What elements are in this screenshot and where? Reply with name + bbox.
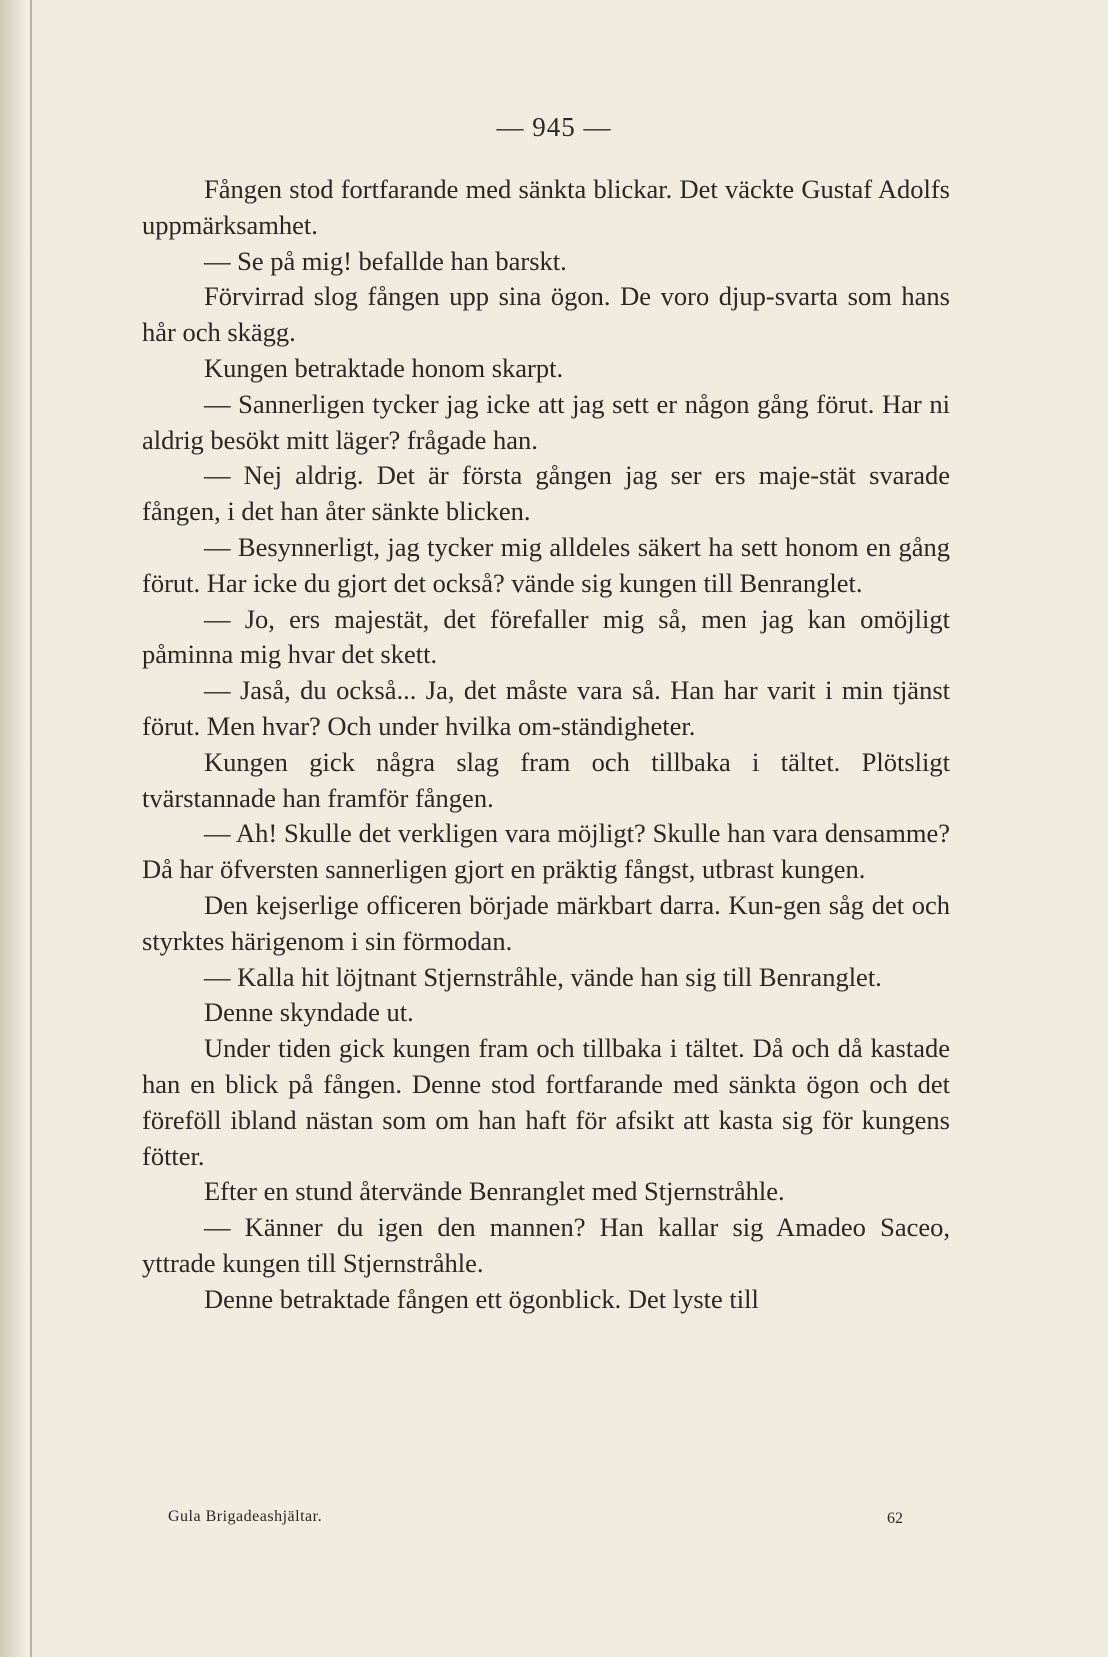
paragraph: Den kejserlige officeren började märkbart darra. Kun-gen såg det och styrktes härigenom i sin förmodan. xyxy=(142,889,950,956)
paragraph: — Ah! Skulle det verkligen vara möjligt? Skulle han vara densamme? Då har öfversten sannerligen gjort en präktig fångst, utbrast kungen. xyxy=(142,818,950,885)
footer-signature: Gula Brigadeashjältar. xyxy=(168,1508,323,1525)
paragraph: — Kalla hit löjtnant Stjernstråhle, vände han sig till Benranglet. xyxy=(204,961,882,992)
page-footer xyxy=(168,1508,903,1538)
paragraph: Kungen gick några slag fram och tillbaka i tältet. Plötsligt tvärstannade han framför fången. xyxy=(142,746,950,813)
paragraph: Efter en stund återvände Benranglet med Stjernstråhle. xyxy=(204,1176,785,1207)
paragraph: — Se på mig! befallde han barskt. xyxy=(204,245,567,276)
paragraph: — Känner du igen den mannen? Han kallar sig Amadeo Saceo, yttrade kungen till Stjernstråhle. xyxy=(142,1212,950,1278)
paragraph: — Jo, ers majestät, det förefaller mig så, men jag kan omöjligt påminna mig hvar det skett. xyxy=(142,603,950,670)
paragraph: Denne betraktade fången ett ögonblick. Det lyste till xyxy=(204,1283,759,1314)
paragraph: — Jaså, du också... Ja, det måste vara så. Han har varit i min tjänst förut. Men hvar? Och under hvilka om-ständigheter. xyxy=(142,675,950,741)
paragraph: Fången stod fortfarande med sänkta blickar. Det väckte Gustaf Adolfs uppmärksamhet. xyxy=(142,174,950,240)
paragraph: Denne skyndade ut. xyxy=(204,997,414,1028)
paragraph: Under tiden gick kungen fram och tillbaka i tältet. Då och då kastade han en blick på fången. Denne stod fortfarande med sänkta ögon och det föreföll ibland nästan som om han haft för afsikt att kasta sig för kungens fötter. xyxy=(142,1033,950,1171)
paragraph: — Sannerligen tycker jag icke att jag sett er någon gång förut. Har ni aldrig besökt mitt läger? frågade han. xyxy=(142,388,950,455)
paragraph: Förvirrad slog fången upp sina ögon. De voro djup-svarta som hans hår och skägg. xyxy=(142,281,950,348)
binding-line xyxy=(30,0,32,1657)
page-number: — 945 — xyxy=(496,112,612,142)
paragraph: Kungen betraktade honom skarpt. xyxy=(204,352,564,383)
paragraph: — Nej aldrig. Det är första gången jag ser ers maje-stät svarade fången, i det han åter sänkte blicken. xyxy=(142,460,950,527)
paragraph: — Besynnerligt, jag tycker mig alldeles säkert ha sett honom en gång förut. Har icke du gjort det också? vände sig kungen till Benranglet. xyxy=(142,531,950,598)
body-text xyxy=(142,172,950,1318)
footer-sheet-number: 62 xyxy=(887,1510,903,1527)
binding-shadow xyxy=(0,0,26,1657)
